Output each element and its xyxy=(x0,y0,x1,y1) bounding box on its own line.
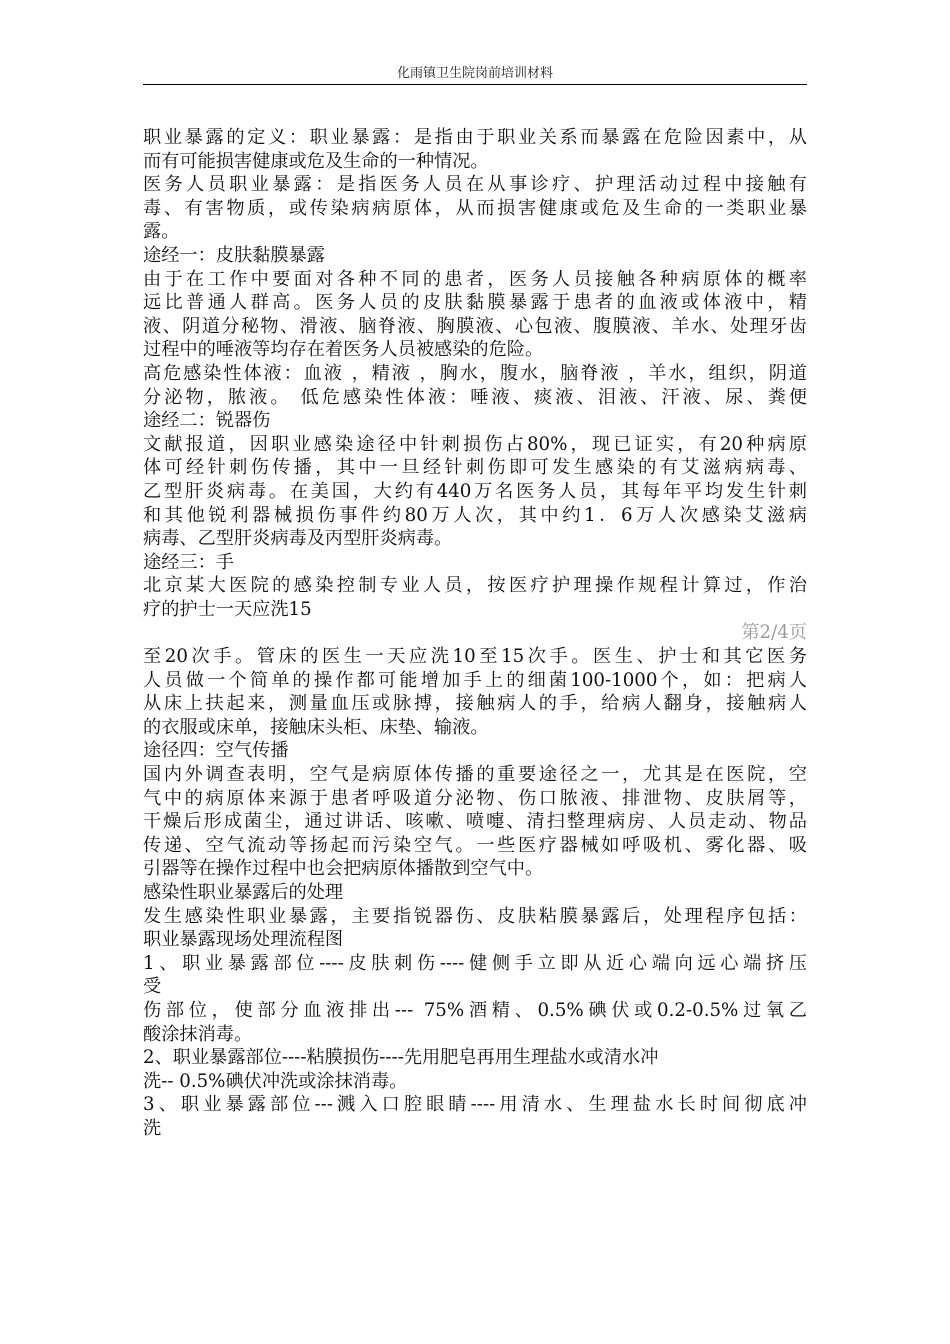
text-line: 从床上扶起来，测量血压或脉搏，接触病人的手，给病人翻身，接触病人 xyxy=(143,693,807,715)
text-line: 至20次手。管床的医生一天应洗10至15次手。医生、护士和其它医务 xyxy=(143,646,807,668)
text-line: 和其他锐利器械损伤事件约80万人次，其中约1．6万人次感染艾滋病 xyxy=(143,504,807,526)
text-line: 露。 xyxy=(143,221,180,243)
text-line: 国内外调查表明，空气是病原体传播的重要途径之一，尤其是在医院，空 xyxy=(143,764,807,786)
text-line: 途径四：空气传播 xyxy=(143,740,289,762)
text-line: 文献报道，因职业感染途径中针刺损伤占80%，现已证实，有20种病原 xyxy=(143,433,807,455)
text-line: 毒、有害物质，或传染病病原体，从而损害健康或危及生命的一类职业暴 xyxy=(143,197,807,219)
page-header: 化雨镇卫生院岗前培训材料 xyxy=(396,66,553,81)
text-line: 伤部位，使部分血液排出--- 75%酒精、0.5%碘伏或0.2-0.5%过氧乙 xyxy=(143,999,807,1021)
page-number: 第2/4页 xyxy=(741,622,807,644)
text-line: 由于在工作中要面对各种不同的患者，医务人员接触各种病原体的概率 xyxy=(143,268,807,290)
text-line: 洗-- 0.5%碘伏冲洗或涂抹消毒。 xyxy=(143,1070,408,1092)
text-line: 干燥后形成菌尘，通过讲话、咳嗽、喷嚏、清扫整理病房、人员走动、物品 xyxy=(143,811,807,833)
text-line: 过程中的唾液等均存在着医务人员被感染的危险。 xyxy=(143,339,544,361)
text-line: 医务人员职业暴露：是指医务人员在从事诊疗、护理活动过程中接触有 xyxy=(143,174,807,196)
text-line: 酸涂抹消毒。 xyxy=(143,1023,253,1045)
text-line: 1、职业暴露部位----皮肤刺伤----健侧手立即从近心端向远心端挤压 xyxy=(143,952,807,974)
text-line: 途经一：皮肤黏膜暴露 xyxy=(143,244,325,266)
text-line: 而有可能损害健康或危及生命的一种情况。 xyxy=(143,150,489,172)
text-line: 途经三：手 xyxy=(143,551,234,573)
text-line: 受 xyxy=(143,976,162,998)
header-rule xyxy=(143,84,807,85)
text-line: 气中的病原体来源于患者呼吸道分泌物、伤口脓液、排泄物、皮肤屑等， xyxy=(143,787,807,809)
text-line: 职业暴露的定义：职业暴露：是指由于职业关系而暴露在危险因素中，从 xyxy=(143,127,807,148)
text-line: 高危感染性体液：血液 ，精液 ，胸水，腹水，脑脊液 ，羊水，组织，阴道 xyxy=(143,362,807,384)
text-line: 职业暴露现场处理流程图 xyxy=(143,929,344,951)
text-line: 远比普通人群高。医务人员的皮肤黏膜暴露于患者的血液或体液中，精 xyxy=(143,292,807,314)
text-line: 感染性职业暴露后的处理 xyxy=(143,882,344,903)
text-line: 分泌物，脓液。 低危感染性体液：唾液、痰液、泪液、汗液、尿、粪便 xyxy=(143,386,807,408)
text-line: 的衣服或床单，接触床头柜、床垫、输液。 xyxy=(143,716,489,738)
text-line: 3、职业暴露部位---溅入口腔眼睛----用清水、生理盐水长时间彻底冲 xyxy=(143,1094,807,1116)
text-line: 液、阴道分秘物、滑液、脑脊液、胸膜液、心包液、腹膜液、羊水、处理牙齿 xyxy=(143,315,807,337)
text-line: 途经二：锐器伤 xyxy=(143,410,271,432)
text-line: 病毒、乙型肝炎病毒及丙型肝炎病毒。 xyxy=(143,528,453,550)
text-line: 乙型肝炎病毒。在美国，大约有440万名医务人员，其每年平均发生针刺 xyxy=(143,480,807,502)
text-line: 北京某大医院的感染控制专业人员，按医疗护理操作规程计算过，作治 xyxy=(143,575,807,597)
text-line: 洗 xyxy=(143,1117,162,1139)
text-line: 引器等在操作过程中也会把病原体播散到空气中。 xyxy=(143,858,544,880)
text-line: 2、职业暴露部位----粘膜损伤----先用肥皂再用生理盐水或清水冲 xyxy=(143,1047,659,1069)
text-line: 人员做一个简单的操作都可能增加手上的细菌100-1000个，如：把病人 xyxy=(143,669,807,691)
document-body xyxy=(143,126,807,1141)
text-line: 发生感染性职业暴露，主要指锐器伤、皮肤粘膜暴露后，处理程序包括： xyxy=(143,905,807,927)
text-line: 传递、空气流动等扬起而污染空气。一些医疗器械如呼吸机、雾化器、吸 xyxy=(143,834,807,856)
text-line: 疗的护士一天应洗15 xyxy=(143,598,312,620)
text-line: 体可经针刺伤传播，其中一旦经针刺伤即可发生感染的有艾滋病病毒、 xyxy=(143,457,807,479)
